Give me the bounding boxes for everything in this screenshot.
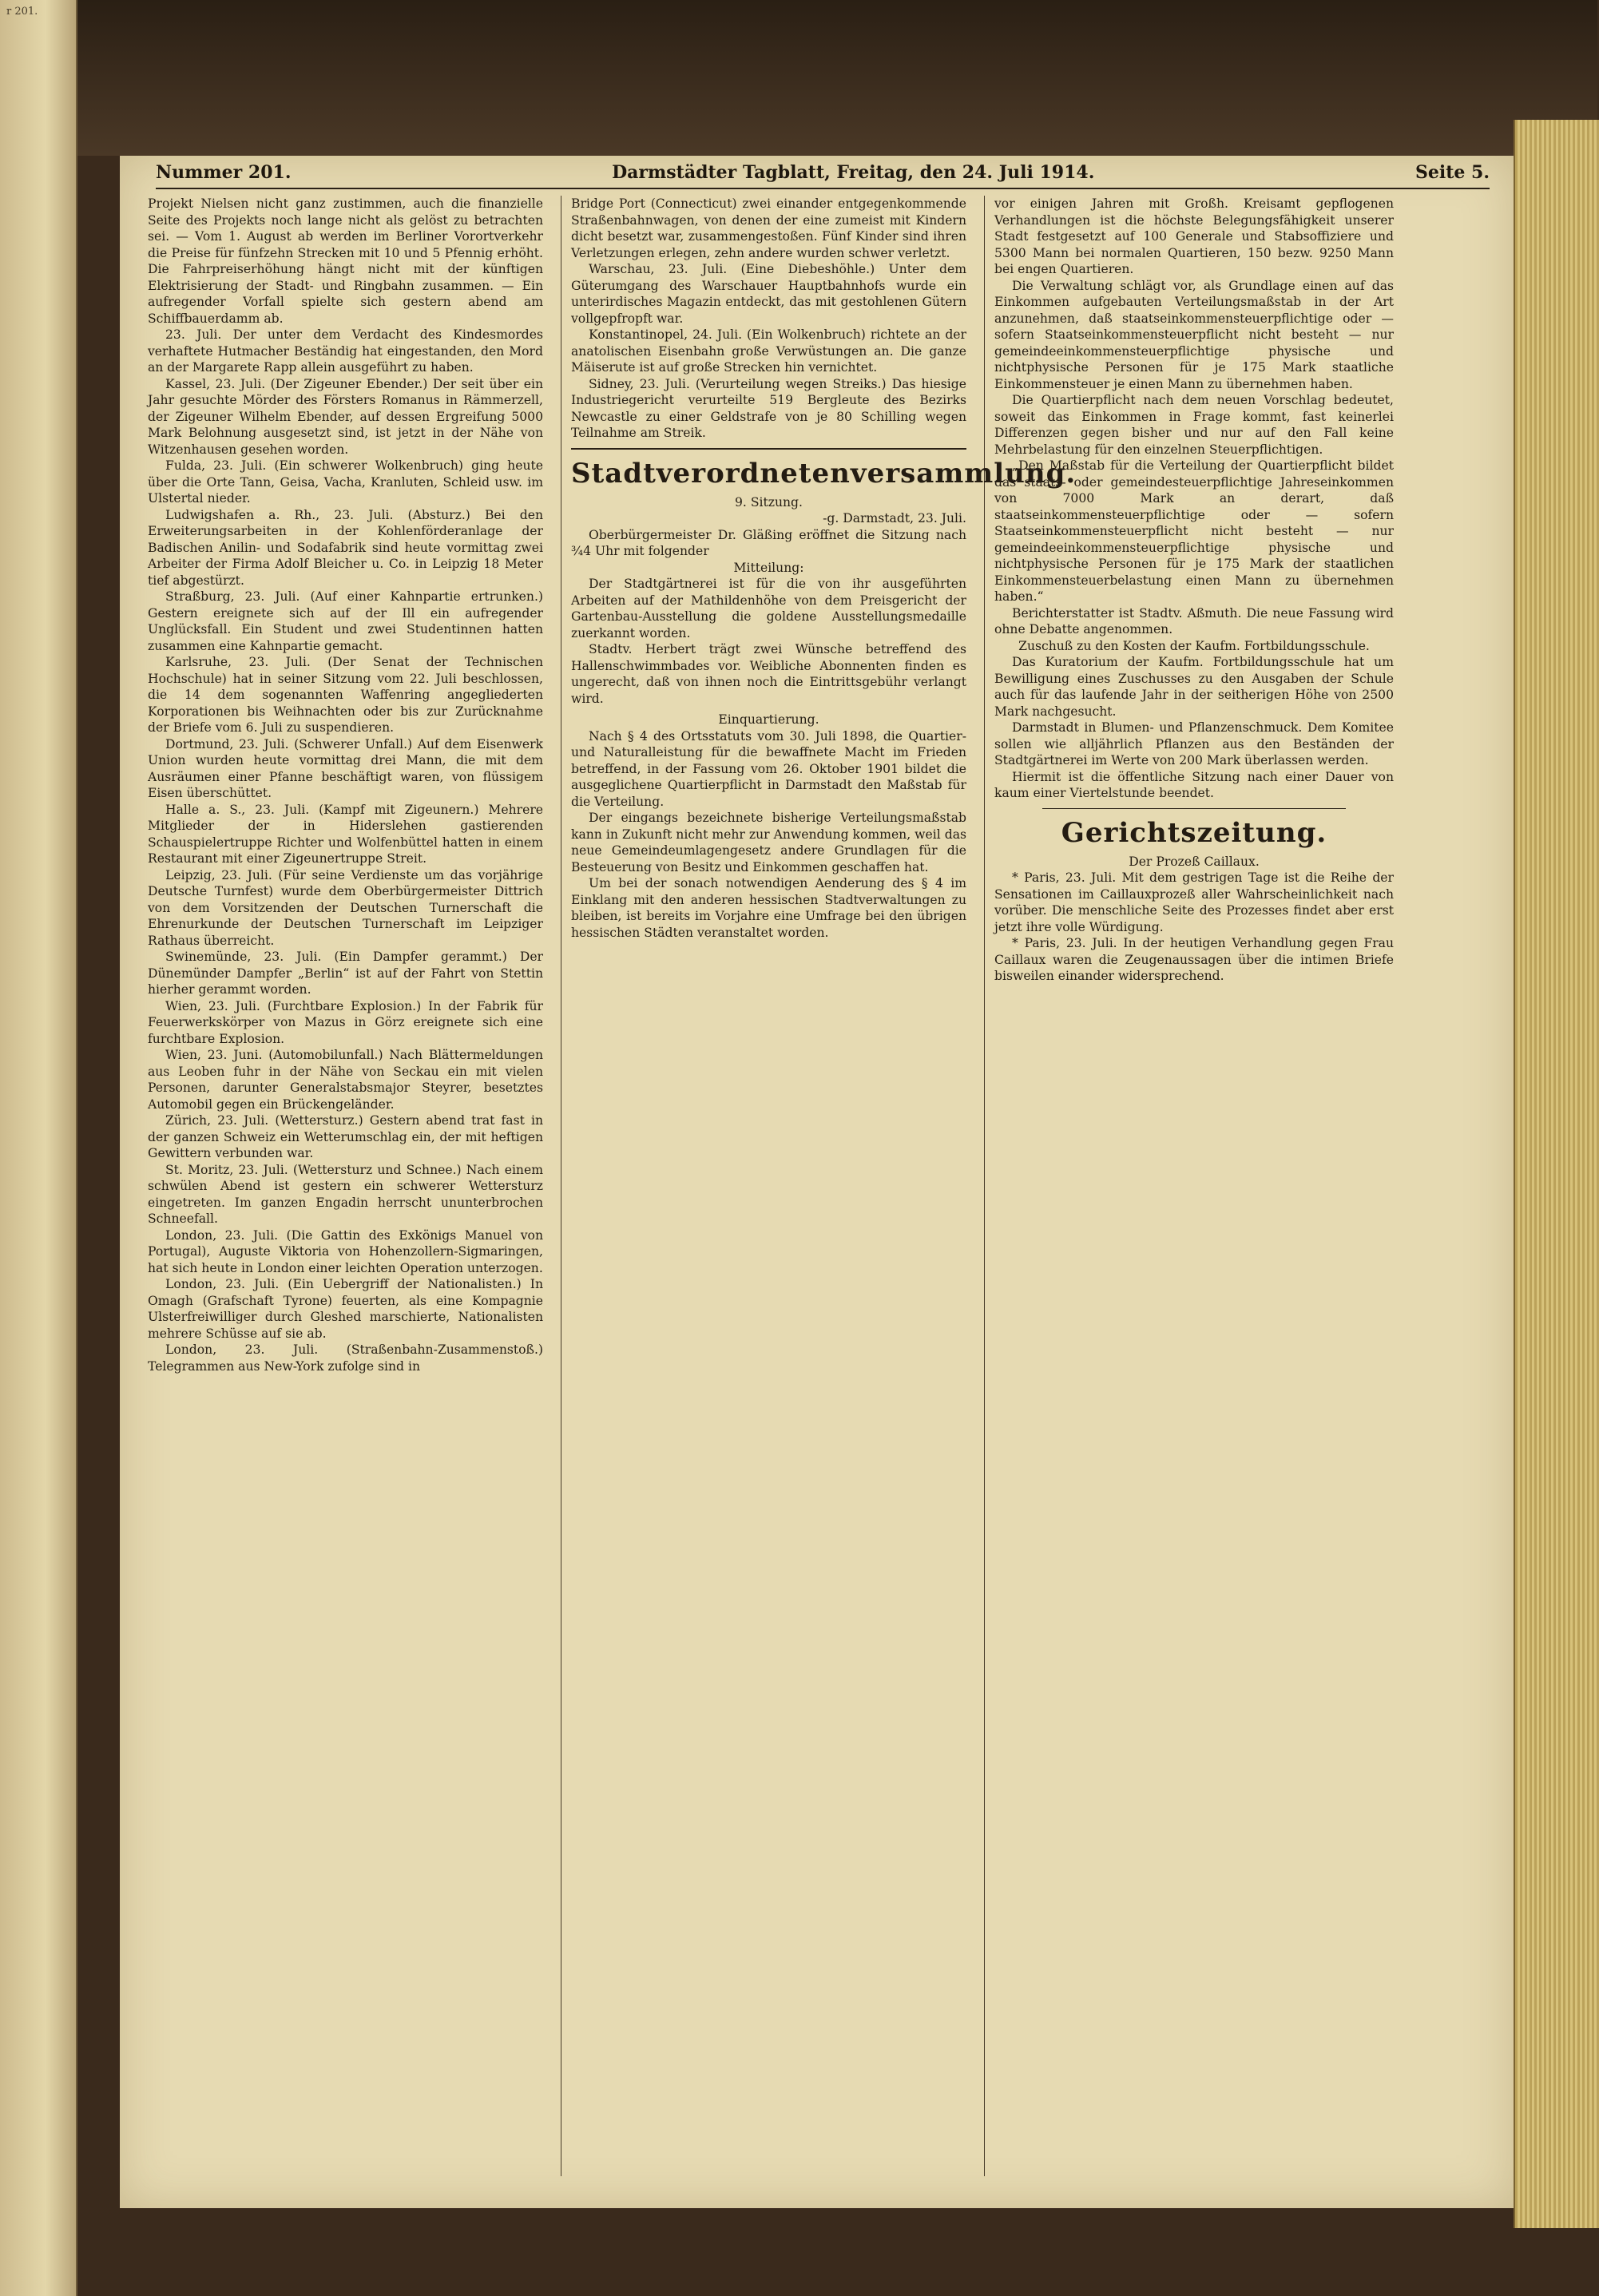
article-paragraph: Hiermit ist die öffentliche Sitzung nach einer Dauer von kaum einer Viertelstunde beendet. (994, 769, 1394, 800)
article-paragraph: Der eingangs bezeichnete bisherige Verteilungsmaßstab kann in Zukunft nicht mehr zur Anwendung kommen, weil das neue Gemeindeumlagengesetz andere Grundlagen für die Besteuerung von Besitz und Einkommen geschaffen hat. (571, 811, 966, 874)
article-paragraph: Die Verwaltung schlägt vor, als Grundlage einen auf das Einkommen aufgebauten Verteilungsmaßstab in der Art anzunehmen, daß staatseinkommensteuerpflichtige oder — sofern Staatseinkommensteuerpflicht nicht besteht — nur gemeindeeinkommensteuerpflichtige physische und nichtphysische Personen für je 175 Mark staatliche Einkommensteuer je einen Mann zu übernehmen haben. (994, 278, 1394, 391)
left-page-edge (0, 0, 77, 2296)
article-paragraph: Wien, 23. Juni. (Automobilunfall.) Nach Blättermeldungen aus Leoben fuhr in der Nähe von Seckau ein mit vielen Personen, darunter Generalstabsmajor Steyrer, besetztes Automobil gegen ein Brückengeländer. (148, 1048, 543, 1112)
subheading-prozess-caillaux: Der Prozeß Caillaux. (1129, 854, 1260, 869)
article-paragraph: Stadtv. Herbert trägt zwei Wünsche betreffend des Hallenschwimmbades vor. Weibliche Abonnenten finden es ungerecht, daß von ihnen noch die Eintrittsgebühr verlangt wird. (571, 642, 966, 706)
article-paragraph: * Paris, 23. Juli. In der heutigen Verhandlung gegen Frau Caillaux waren die Zeugenaussagen über die intimen Briefe bisweilen einander widersprechend. (994, 936, 1394, 983)
article-paragraph: Wien, 23. Juli. (Furchtbare Explosion.) In der Fabrik für Feuerwerkskörper von Mazus in Görz ereignete sich eine furchtbare Explosion. (148, 998, 543, 1046)
section-rule (1042, 808, 1346, 809)
article-paragraph: Projekt Nielsen nicht ganz zustimmen, auch die finanzielle Seite des Projekts noch lange nicht als gelöst zu betrachten sei. — Vom 1. August ab werden im Berliner Vorortverkehr die Preise für fünfzehn Strecken mit 10 und 5 Pfennig erhöht. Die Fahrpreiserhöhung hängt nicht mit der künftigen Elektrisierung der Stadt- und Ringbahn zusammen. — Ein aufregender Vorfall spielte sich gestern abend am Schiffbauerdamm ab. (148, 196, 543, 326)
right-page-edge (1514, 120, 1599, 2228)
article-paragraph: * Paris, 23. Juli. Mit dem gestrigen Tage ist die Reihe der Sensationen im Caillauxprozeß aller Wahrscheinlichkeit nach vorüber. Die menschliche Seite des Prozesses findet aber erst jetzt ihre volle Würdigung. (994, 870, 1394, 934)
column-2 (571, 196, 1077, 2184)
article-paragraph: Leipzig, 23. Juli. (Für seine Verdienste um das vorjährige Deutsche Turnfest) wurde dem Oberbürgermeister Dittrich von dem Vorsitzenden der Deutschen Turnerschaft die Ehrenurkunde der Deutschen Turnerschaft im Leipziger Rathaus überreicht. (148, 867, 543, 948)
page-number: Seite 5. (1414, 162, 1490, 183)
article-paragraph: Konstantinopel, 24. Juli. (Ein Wolkenbruch) richtete an der anatolischen Eisenbahn große Verwüstungen an. Die ganze Mäiserute ist auf große Strecken hin vernichtet. (571, 327, 966, 375)
article-paragraph: Straßburg, 23. Juli. (Auf einer Kahnpartie ertrunken.) Gestern ereignete sich auf der Ill ein aufregender Unglücksfall. Ein Student und zwei Studentinnen hatten zusammen eine Kahnpartie gemacht. (148, 589, 543, 653)
column-divider (984, 196, 985, 2176)
article-paragraph: Nach § 4 des Ortsstatuts vom 30. Juli 1898, die Quartier- und Naturalleistung für die bewaffnete Macht im Frieden betreffend, in der Fassung vom 26. Oktober 1901 bildet die ausgeglichene Quartierpflicht in Darmstadt den Maßstab für die Verteilung. (571, 728, 966, 809)
article-paragraph: Dortmund, 23. Juli. (Schwerer Unfall.) Auf dem Eisenwerk Union wurden heute vormittag drei Mann, die mit dem Ausräumen einer Pfanne beschäftigt waren, von flüssigem Eisen überschüttet. (148, 736, 543, 800)
article-paragraph: Berichterstatter ist Stadtv. Aßmuth. Die neue Fassung wird ohne Debatte angenommen. (994, 605, 1394, 636)
article-paragraph: Ludwigshafen a. Rh., 23. Juli. (Absturz.) Bei den Erweiterungsarbeiten in der Kohlenförderanlage der Badischen Anilin- und Sodafabrik sind heute vormittag zwei Arbeiter der Firma Adolf Bleicher u. Co. in Leipzig 18 Meter tief abgestürzt. (148, 507, 543, 588)
article-paragraph: London, 23. Juli. (Straßenbahn-Zusammenstoß.) Telegrammen aus New-York zufolge sind in (148, 1342, 543, 1374)
article-paragraph: Warschau, 23. Juli. (Eine Diebeshöhle.) Unter dem Güterumgang des Warschauer Hauptbahnhofs wurde ein unterirdisches Magazin entdeckt, das mit gestohlenen Gütern vollgepfropft war. (571, 262, 966, 326)
article-paragraph: Zürich, 23. Juli. (Wettersturz.) Gestern abend trat fast in der ganzen Schweiz ein Wetterumschlag ein, der mit heftigen Gewittern verbunden war. (148, 1113, 543, 1160)
article-paragraph: Fulda, 23. Juli. (Ein schwerer Wolkenbruch) ging heute über die Orte Tann, Geisa, Vacha, Kranluten, Schleid usw. im Ulstertal nieder. (148, 458, 543, 506)
article-paragraph: Oberbürgermeister Dr. Gläßing eröffnet die Sitzung nach ¾4 Uhr mit folgender (571, 527, 966, 558)
article-paragraph: Karlsruhe, 23. Juli. (Der Senat der Technischen Hochschule) hat in seiner Sitzung vom 22. Juli beschlossen, die 14 dem sogenannten Waffenring angegliederten Korporationen bis Weihnachten oder bis zur Zurücknahme der Briefe vom 6. Juli zu suspendieren. (148, 655, 543, 735)
article-paragraph: Das Kuratorium der Kaufm. Fortbildungsschule hat um Bewilligung eines Zuschusses zu den Ausgaben der Schule auch für das laufende Jahr in der seitherigen Höhe von 2500 Mark nachgesucht. (994, 655, 1394, 719)
article-paragraph: Die Quartierpflicht nach dem neuen Vorschlag bedeutet, soweit das Einkommen in Frage kommt, fast keinerlei Differenzen gegen bisher und nur auf den Fall keine Mehrbelastung für den einzelnen Steuerpflichtigen. (994, 393, 1394, 457)
article-paragraph: London, 23. Juli. (Ein Uebergriff der Nationalisten.) In Omagh (Grafschaft Tyrone) feuerten, als eine Kompagnie Ulsterfreiwilliger durch Gleshed marschierte, Nationalisten mehrere Schüsse auf sie ab. (148, 1277, 543, 1341)
subheading-mitteilung: Mitteilung: (733, 560, 804, 575)
masthead-date: Darmstädter Tagblatt, Freitag, den 24. Juli 1914. (612, 162, 1095, 183)
column-3 (994, 196, 1394, 2184)
header-rule (156, 188, 1490, 189)
article-paragraph: Um bei der sonach notwendigen Aenderung des § 4 im Einklang mit den anderen hessischen Stadtverwaltungen zu bleiben, ist bereits im Vorjahre eine Umfrage bei den übrigen hessischen Städten veranstaltet worden. (571, 876, 966, 940)
article-paragraph: Sidney, 23. Juli. (Verurteilung wegen Streiks.) Das hiesige Industriegericht verurteilte 519 Bergleute des Bezirks Newcastle zu einer Geldstrafe von je 80 Schilling wegen Teilnahme am Streik. (571, 376, 966, 440)
column-1 (148, 196, 543, 2184)
article-paragraph: St. Moritz, 23. Juli. (Wettersturz und Schnee.) Nach einem schwülen Abend ist gestern ein schwerer Wettersturz eingetreten. Im ganzen Engadin herrscht ununterbrochen Schneefall. (148, 1162, 543, 1226)
article-paragraph: Kassel, 23. Juli. (Der Zigeuner Ebender.) Der seit über ein Jahr gesuchte Mörder des Försters Romanus in Rämmerzell, der Zigeuner Wilhelm Ebender, auf dessen Ergreifung 5000 Mark Belohnung ausgesetzt sind, ist jetzt in der Nähe von Witzenhausen gesehen worden. (148, 376, 543, 457)
page-header (156, 160, 1490, 185)
article-paragraph: Bridge Port (Connecticut) zwei einander entgegenkommende Straßenbahnwagen, von denen der eine zumeist mit Kindern dicht besetzt war, zusammengestoßen. Fünf Kinder sind ihren Verletzungen erlegen, zehn andere wurden schwer verletzt. (571, 196, 966, 260)
article-paragraph: vor einigen Jahren mit Großh. Kreisamt gepflogenen Verhandlungen ist die höchste Belegungsfähigkeit unserer Stadt festgesetzt auf 100 Generale und Stabsoffiziere und 5300 Mann bei normalen Quartieren, 150 bezw. 9250 Mann bei engen Quartieren. (994, 196, 1394, 276)
left-page-fragment: r 201. (6, 6, 38, 18)
article-paragraph: Swinemünde, 23. Juli. (Ein Dampfer gerammt.) Der Dünemünder Dampfer „Berlin“ ist auf der Fahrt von Stettin hierher gerammt worden. (148, 950, 543, 997)
section-title-stadtverordneten: Stadtverordnetenversammlung. (571, 457, 1077, 490)
section-title-gerichtszeitung: Gerichtszeitung. (1061, 816, 1327, 849)
section-rule (571, 448, 966, 450)
article-paragraph: Darmstadt in Blumen- und Pflanzenschmuck. Dem Komitee sollen wie alljährlich Pflanzen aus den Beständen der Stadtgärtnerei im Werte von 200 Mark überlassen werden. (994, 720, 1394, 767)
article-paragraph: 23. Juli. Der unter dem Verdacht des Kindesmordes verhaftete Hutmacher Beständig hat eingestanden, den Mord an der Margarete Rapp allein ausgeführt zu haben. (148, 327, 543, 375)
background-shadow (76, 0, 1597, 156)
article-paragraph: Der Stadtgärtnerei ist für die von ihr ausgeführten Arbeiten auf der Mathildenhöhe von dem Preisgericht der Gartenbau-Ausstellung die goldene Ausstellungsmedaille zuerkannt worden. (571, 577, 966, 640)
subheading-fortbildungsschule: Zuschuß zu den Kosten der Kaufm. Fortbildungsschule. (1018, 638, 1370, 653)
article-paragraph: London, 23. Juli. (Die Gattin des Exkönigs Manuel von Portugal), Auguste Viktoria von Hohenzollern-Sigmaringen, hat sich heute in London einer leichten Operation unterzogen. (148, 1227, 543, 1275)
issue-number: Nummer 201. (156, 162, 292, 183)
quoted-statute: „Den Maßstab für die Verteilung der Quartierpflicht bildet das staats- oder gemeindesteuerpflichtige Jahreseinkommen von 7000 Mark an derart, daß staatseinkommensteuerpflichtige oder — sofern Staatseinkommensteuerpflicht nicht besteht — nur gemeindeeinkommensteuerpflichtige physische und nichtphysische Personen für je 175 Mark der staatlichen Einkommensteuerbelastung einen Mann zu übernehmen haben.“ (994, 458, 1394, 604)
article-paragraph: Halle a. S., 23. Juli. (Kampf mit Zigeunern.) Mehrere Mitglieder der in Hiderslehen gastierenden Schauspielertruppe Richter und Wolfenbüttel hatten in einem Restaurant mit einer Zigeunertruppe Streit. (148, 802, 543, 866)
dateline: -g. Darmstadt, 23. Juli. (823, 511, 966, 525)
subheading-einquartierung: Einquartierung. (718, 712, 819, 727)
session-number: 9. Sitzung. (734, 494, 803, 510)
